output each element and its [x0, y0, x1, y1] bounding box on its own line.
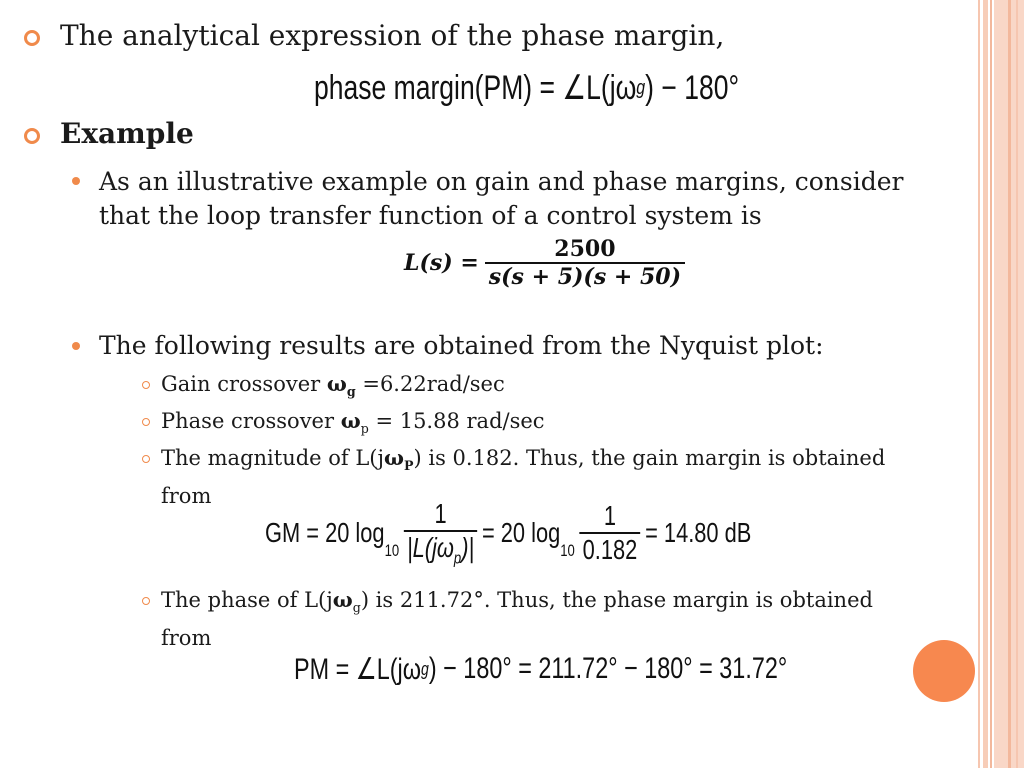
gain-crossover-item: Gain crossover $\omega_g =6.22rad/\sec$	[161, 371, 505, 400]
side-stripe	[983, 0, 988, 768]
phase-margin-calculation: PM = ∠L(jω g ) − 180° = 211.72° − 180° = 31.72°	[294, 652, 788, 686]
transfer-fraction	[485, 236, 685, 290]
dot-bullet-icon	[72, 177, 80, 185]
magnitude-item: The magnitude of $L(j\omega_P)$ is 0.182. Thus, the gain margin is obtained from	[161, 445, 886, 509]
transfer-numerator: 2500	[554, 236, 616, 262]
transfer-denominator: s(s + 5)(s + 50)	[485, 262, 685, 290]
phase-margin-formula: phase margin(PM) = ∠L(jω g ) − 180°	[314, 68, 740, 107]
transfer-function	[404, 236, 691, 290]
small-ring-bullet-icon	[142, 455, 150, 463]
small-ring-bullet-icon	[142, 381, 150, 389]
example-heading: Example	[60, 117, 194, 150]
example-bullet-2: The following results are obtained from the Nyquist plot:	[99, 331, 824, 360]
example-bullet-1	[99, 165, 903, 233]
bullet-1-line-1: As an illustrative example on gain and phase margins, consider	[99, 167, 904, 196]
transfer-lhs: L(s) =	[404, 250, 479, 276]
decorative-orb	[913, 640, 975, 702]
bullet-1-line-2: that the loop transfer function of a control system is	[99, 201, 762, 230]
side-stripe	[978, 0, 980, 768]
small-ring-bullet-icon	[142, 597, 150, 605]
ring-bullet-icon	[24, 128, 40, 144]
dot-bullet-icon	[72, 342, 80, 350]
phase-item: The phase of $L(j\omega_g)$ is 211.72°. Thus, the phase margin is obtained from	[161, 587, 873, 651]
side-stripe	[1008, 0, 1011, 768]
gain-margin-formula: GM = 20 log $_{10}$ $\frac{1}{|L(j\omega_p)|}$ = 20 log $_{10}$ $\frac{1}{0.182}$ = 14.80 dB	[265, 498, 752, 568]
intro-text: The analytical expression of the phase margin,	[60, 19, 725, 52]
ring-bullet-icon	[24, 30, 40, 46]
small-ring-bullet-icon	[142, 418, 150, 426]
side-stripe	[1016, 0, 1018, 768]
side-stripe	[990, 0, 992, 768]
phase-crossover-item: Phase crossover $\omega_p = 15.88$ rad/sec	[161, 408, 545, 437]
